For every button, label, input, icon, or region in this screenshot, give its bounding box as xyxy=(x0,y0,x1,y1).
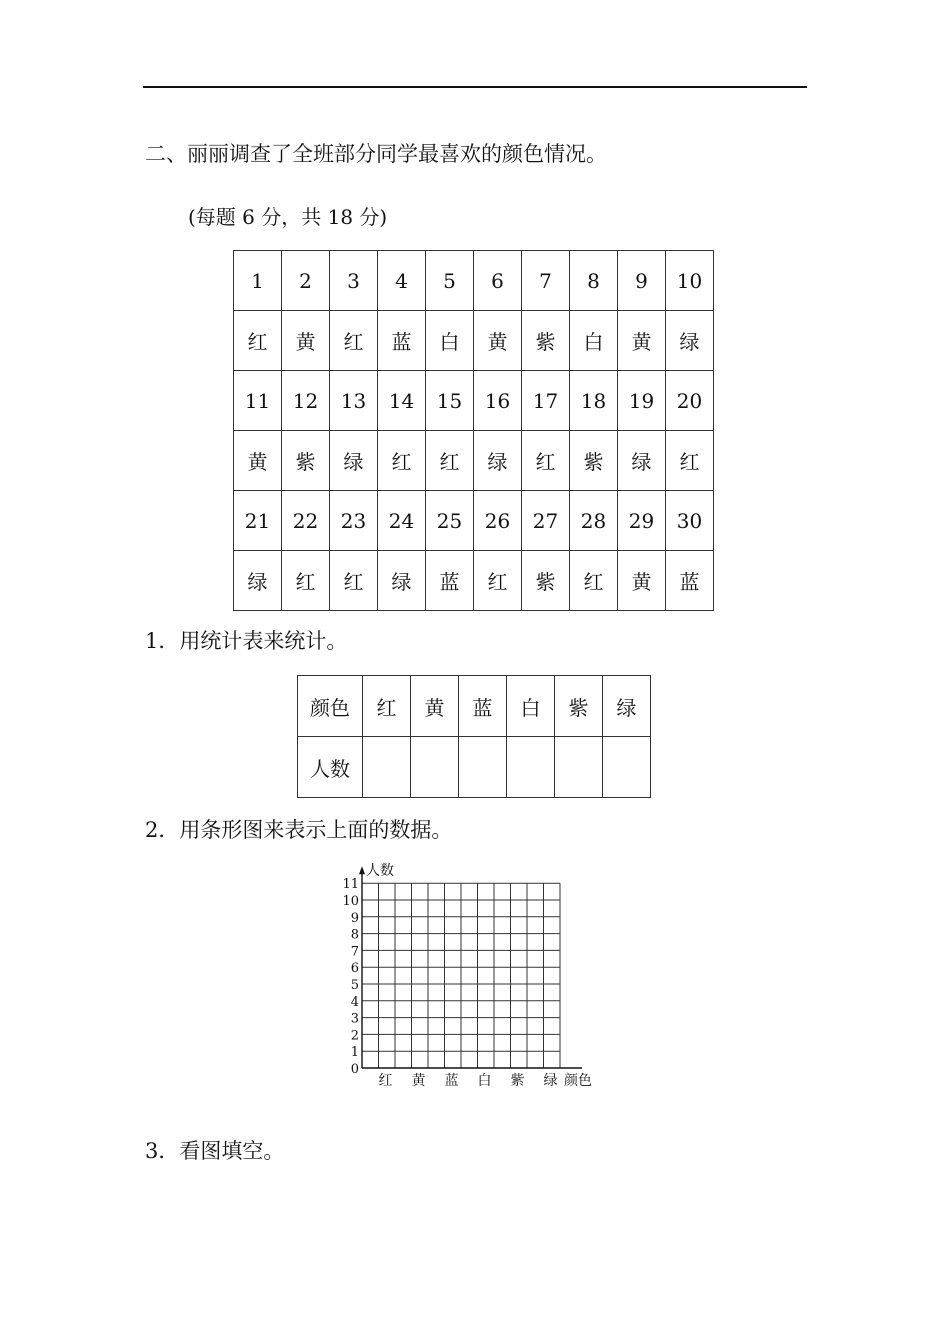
y-tick-label: 7 xyxy=(350,944,359,960)
survey-number-cell: 27 xyxy=(522,491,570,551)
part3-label: 3．看图填空。 xyxy=(145,1139,285,1163)
survey-color-cell: 红 xyxy=(282,551,330,611)
survey-color-cell: 黄 xyxy=(474,311,522,371)
tally-count-cell[interactable] xyxy=(603,737,651,798)
survey-color-cell: 绿 xyxy=(378,551,426,611)
tally-color-cell: 白 xyxy=(507,676,555,737)
x-category-label: 红 xyxy=(378,1073,393,1089)
survey-number-cell: 15 xyxy=(426,371,474,431)
tally-count-row xyxy=(298,737,651,798)
survey-number-cell: 30 xyxy=(666,491,714,551)
survey-number-cell: 19 xyxy=(618,371,666,431)
survey-number-cell: 9 xyxy=(618,251,666,311)
survey-color-row xyxy=(234,311,714,371)
survey-color-cell: 蓝 xyxy=(426,551,474,611)
survey-color-cell: 紫 xyxy=(570,431,618,491)
survey-number-cell: 29 xyxy=(618,491,666,551)
survey-number-cell: 13 xyxy=(330,371,378,431)
survey-color-cell: 绿 xyxy=(330,431,378,491)
y-tick-label: 2 xyxy=(350,1028,359,1044)
y-tick-label: 8 xyxy=(350,927,359,943)
survey-number-row xyxy=(234,491,714,551)
x-axis-label: 颜色 xyxy=(564,1073,592,1089)
tally-table xyxy=(297,675,651,798)
tally-count-cell[interactable] xyxy=(459,737,507,798)
survey-color-cell: 黄 xyxy=(618,551,666,611)
survey-color-cell: 红 xyxy=(522,431,570,491)
tally-color-cell: 紫 xyxy=(555,676,603,737)
survey-color-cell: 红 xyxy=(330,551,378,611)
tally-color-cell: 蓝 xyxy=(459,676,507,737)
tally-row-header-color: 颜色 xyxy=(298,676,363,737)
survey-color-cell: 红 xyxy=(378,431,426,491)
question-title: 二、丽丽调查了全班部分同学最喜欢的颜色情况。 xyxy=(145,142,607,166)
survey-number-cell: 26 xyxy=(474,491,522,551)
survey-color-cell: 红 xyxy=(426,431,474,491)
survey-color-cell: 绿 xyxy=(618,431,666,491)
y-tick-label: 0 xyxy=(350,1062,359,1077)
y-axis-label: 人数 xyxy=(366,863,394,880)
survey-number-cell: 8 xyxy=(570,251,618,311)
survey-number-cell: 2 xyxy=(282,251,330,311)
survey-color-cell: 白 xyxy=(570,311,618,371)
bar-chart xyxy=(330,855,620,1095)
survey-color-cell: 红 xyxy=(666,431,714,491)
survey-color-row xyxy=(234,431,714,491)
top-rule xyxy=(143,86,807,88)
survey-number-cell: 21 xyxy=(234,491,282,551)
survey-number-cell: 12 xyxy=(282,371,330,431)
y-tick-label: 9 xyxy=(350,910,359,926)
survey-number-cell: 17 xyxy=(522,371,570,431)
survey-color-cell: 红 xyxy=(474,551,522,611)
survey-color-cell: 黄 xyxy=(282,311,330,371)
survey-number-cell: 18 xyxy=(570,371,618,431)
y-tick-label: 5 xyxy=(350,978,359,993)
survey-color-cell: 紫 xyxy=(522,311,570,371)
survey-color-cell: 黄 xyxy=(618,311,666,371)
survey-color-cell: 红 xyxy=(570,551,618,611)
part2-label: 2．用条形图来表示上面的数据。 xyxy=(145,818,453,842)
survey-number-cell: 20 xyxy=(666,371,714,431)
survey-color-cell: 紫 xyxy=(282,431,330,491)
survey-number-cell: 22 xyxy=(282,491,330,551)
y-axis-arrow-icon xyxy=(359,866,365,874)
survey-number-cell: 3 xyxy=(330,251,378,311)
survey-color-cell: 红 xyxy=(234,311,282,371)
x-category-label: 紫 xyxy=(510,1073,525,1089)
tally-color-cell: 红 xyxy=(363,676,411,737)
survey-color-cell: 蓝 xyxy=(378,311,426,371)
y-tick-label: 6 xyxy=(350,961,359,977)
survey-color-cell: 绿 xyxy=(474,431,522,491)
y-tick-label: 1 xyxy=(350,1045,359,1061)
tally-count-cell[interactable] xyxy=(507,737,555,798)
question-points: (每题 6 分，共 18 分) xyxy=(188,205,388,229)
survey-color-cell: 绿 xyxy=(666,311,714,371)
tally-count-cell[interactable] xyxy=(555,737,603,798)
y-tick-label: 4 xyxy=(350,994,359,1010)
survey-color-cell: 红 xyxy=(330,311,378,371)
survey-table xyxy=(233,250,714,611)
x-category-label: 白 xyxy=(477,1073,492,1089)
survey-number-cell: 14 xyxy=(378,371,426,431)
survey-number-cell: 7 xyxy=(522,251,570,311)
y-tick-label: 11 xyxy=(342,877,359,893)
survey-number-row xyxy=(234,251,714,311)
survey-color-cell: 黄 xyxy=(234,431,282,491)
survey-color-cell: 紫 xyxy=(522,551,570,611)
survey-number-cell: 11 xyxy=(234,371,282,431)
y-tick-label: 3 xyxy=(350,1011,359,1027)
survey-color-row xyxy=(234,551,714,611)
tally-color-row xyxy=(298,676,651,737)
tally-count-cell[interactable] xyxy=(411,737,459,798)
tally-color-cell: 绿 xyxy=(603,676,651,737)
survey-color-cell: 白 xyxy=(426,311,474,371)
survey-number-cell: 28 xyxy=(570,491,618,551)
survey-number-cell: 24 xyxy=(378,491,426,551)
survey-number-cell: 25 xyxy=(426,491,474,551)
part1-label: 1．用统计表来统计。 xyxy=(145,629,348,653)
survey-number-row xyxy=(234,371,714,431)
tally-row-header-count: 人数 xyxy=(298,737,363,798)
survey-color-cell: 绿 xyxy=(234,551,282,611)
survey-number-cell: 16 xyxy=(474,371,522,431)
survey-number-cell: 23 xyxy=(330,491,378,551)
y-tick-label: 10 xyxy=(342,894,359,909)
survey-number-cell: 10 xyxy=(666,251,714,311)
x-category-label: 黄 xyxy=(411,1073,426,1089)
x-category-label: 绿 xyxy=(543,1073,558,1089)
tally-color-cell: 黄 xyxy=(411,676,459,737)
survey-color-cell: 蓝 xyxy=(666,551,714,611)
survey-number-cell: 4 xyxy=(378,251,426,311)
survey-number-cell: 6 xyxy=(474,251,522,311)
x-category-label: 蓝 xyxy=(444,1073,459,1089)
tally-count-cell[interactable] xyxy=(363,737,411,798)
survey-number-cell: 5 xyxy=(426,251,474,311)
survey-number-cell: 1 xyxy=(234,251,282,311)
